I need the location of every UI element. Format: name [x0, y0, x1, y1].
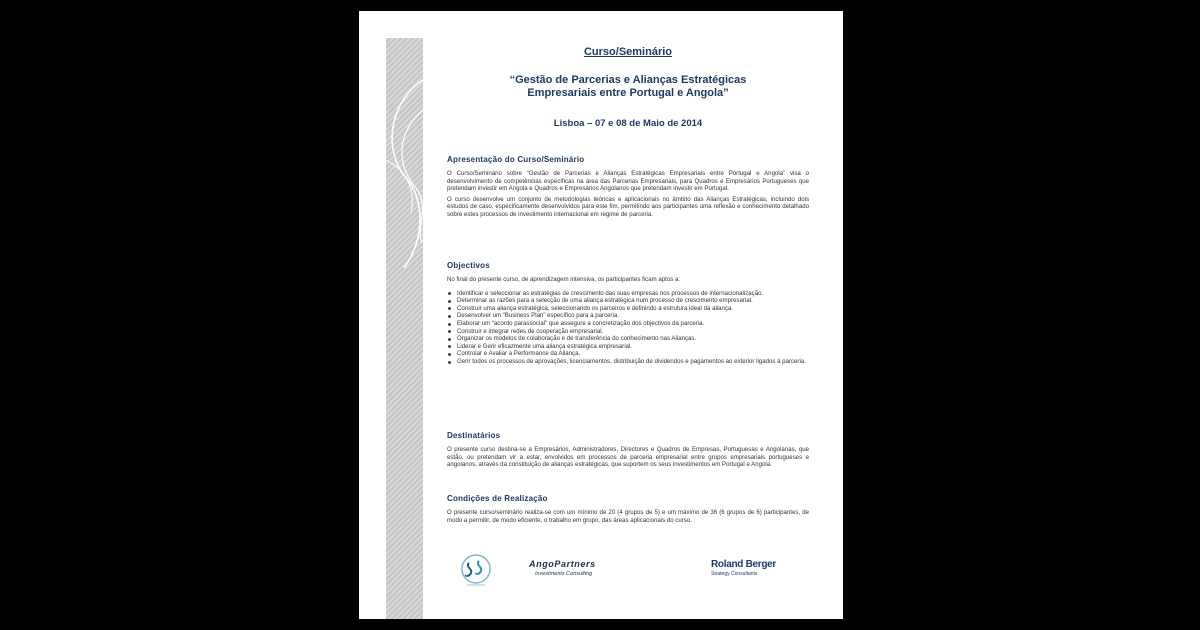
- presentation-paragraph-1: O Curso/Seminário sobre “Gestão de Parcerias e Alianças Estratégicas Empresariais entre Portugal e Angola” visa o desenvolvimento de competências específicas na área das Parcerias Empresariais, para Quadros e Empresários Portugueses que pretendam investir em Angola e Quadros e Empresários Angolanos que pretendam investir em Portugal.: [447, 170, 809, 193]
- angopartners-name: AngoPartners: [529, 559, 596, 569]
- audience-section: [447, 431, 809, 472]
- course-title-line1: “Gestão de Parcerias e Alianças Estratégicas: [509, 74, 747, 86]
- presentation-section: [447, 155, 809, 222]
- presentation-heading: Apresentação do Curso/Seminário: [447, 155, 585, 164]
- objectives-intro: No final do presente curso, de aprendizagem intensiva, os participantes ficam aptos a:: [447, 276, 681, 283]
- course-date: Lisboa – 07 e 08 de Maio de 2014: [553, 118, 703, 129]
- course-title-line2: Empresariais entre Portugal e Angola”: [527, 87, 729, 99]
- objectives-section: [447, 261, 809, 366]
- audience-paragraph: O presente curso destina-se a Empresários, Administradores, Directores e Quadros de Empresas, Portuguesas e Angolanas, que estão, ou pretendam vir a estar, envolvidos em processos de parceria empresarial entre grupos empresariais portugueses e angolanos, através da constituição de alianças estratégicas, que suportem os seus investimentos em Portugal e Angola.: [447, 446, 809, 469]
- src-logo-icon: [459, 551, 493, 591]
- list-item: Elaborar um “acordo parassocial” que assegure a concretização dos objectivos da parceria.: [447, 320, 809, 328]
- list-item: Identificar e seleccionar as estratégias de crescimento das suas empresas nos processos de internacionalização.: [447, 290, 809, 298]
- angopartners-tagline: Investments Consulting: [535, 571, 593, 577]
- conditions-section: [447, 494, 809, 527]
- list-item: Desenvolver um “Business Plan” específico para a parceria.: [447, 312, 809, 320]
- document-page: [359, 11, 843, 619]
- angopartners-logo: [529, 559, 639, 577]
- rolandberger-tagline: Strategy Consultants: [711, 571, 758, 577]
- audience-heading: Destinatários: [447, 431, 501, 440]
- decorative-stripe: [386, 38, 423, 619]
- list-item: Liderar e Gerir eficazmente uma aliança estratégica empresarial.: [447, 343, 809, 351]
- presentation-paragraph-2: O curso desenvolve um conjunto de metodologias teóricas e aplicacionais no âmbito das Alianças Estratégicas, incluindo dois estudos de caso, especificamente desenvolvidos para este fim, permitindo aos participantes uma reflexão e conhecimento detalhado sobre estes processos de investimento internacional em regime de parceria.: [447, 195, 809, 218]
- course-title: [447, 74, 809, 100]
- list-item: Gerir todos os processos de aprovações, licenciamentos, distribuição de dividendos e pagamentos ao exterior ligados à parceria.: [447, 358, 809, 366]
- conditions-heading: Condições de Realização: [447, 494, 548, 503]
- course-label: Curso/Seminário: [583, 46, 673, 58]
- partner-logos: [459, 551, 839, 606]
- list-item: Construir e integrar redes de cooperação empresarial.: [447, 328, 809, 336]
- rolandberger-logo: [711, 559, 811, 577]
- list-item: Construir uma aliança estratégica, seleccionando os parceiros e definindo a estrutura ideal da aliança.: [447, 305, 809, 313]
- list-item: Determinar as razões para a selecção de uma aliança estratégica num processo de crescimento empresarial.: [447, 297, 809, 305]
- conditions-paragraph: O presente curso/seminário realiza-se com um mínimo de 20 (4 grupos de 5) e um máximo de 36 (6 grupos de 6) participantes, de modo a permitir, de modo eficiente, o trabalho em grupo, das áreas aplicacionais do curso.: [447, 509, 809, 524]
- swirl-decoration-icon: [386, 38, 423, 619]
- list-item: Controlar e Avaliar a Performance da Aliança.: [447, 350, 809, 358]
- objectives-list: [447, 290, 809, 366]
- list-item: Organizar os modelos de colaboração e de transferência do conhecimento nas Alianças.: [447, 335, 809, 343]
- rolandberger-name: Roland Berger: [711, 559, 777, 570]
- objectives-heading: Objectivos: [447, 261, 490, 270]
